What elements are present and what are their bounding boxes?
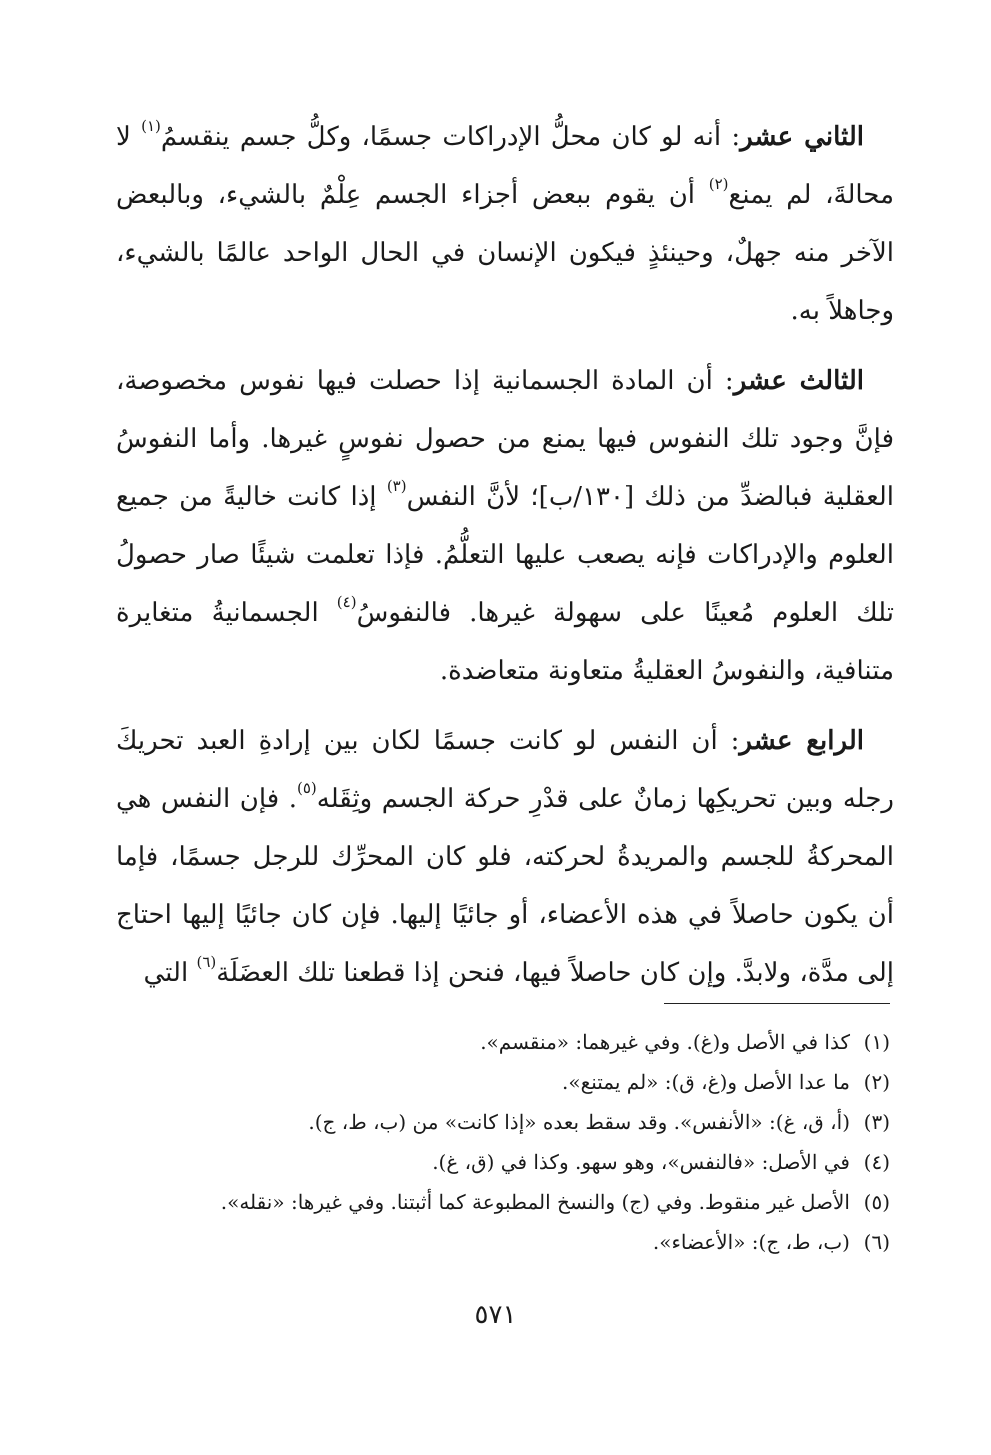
footnote-ref: (٦) [196,953,217,971]
footnote-separator [664,1003,890,1004]
footnote-item [100,1142,890,1182]
footnote-ref: (١) [141,117,161,135]
paragraph-text: . فإن النفس هي المحركةُ للجسم والمريدةُ لحركته، فلو كان المحرِّك للرجل جسمًا، فإما أن يكون حاصلاً في هذه الأعضاء، أو جائيًا إليها. فإن كان جائيًا إليها احتاج إلى مدَّة، ولابدَّ. وإن كان حاصلاً فيها، فنحن إذا قطعنا تلك العضَلَة [116,784,894,988]
paragraph-text: : أنه لو كان محلُّ الإدراكات جسمًا، وكلُّ جسم ينقسمُ [160,122,741,152]
footnote-number: (٣) [863,1110,890,1134]
footnote-item [100,1182,890,1222]
paragraph-text: إذا كانت خاليةً من جميع العلوم والإدراكات فإنه يصعب عليها التعلُّمُ. فإذا تعلمت شيئًا صار حصولُ تلك العلوم مُعينًا على سهولة غيرها. فالنفوسُ [116,482,894,628]
footnote-text: في الأصل: «فالنفس»، وهو سهو. وكذا في (ق، غ). [432,1150,850,1174]
paragraph-text: أن يقوم ببعض أجزاء الجسم عِلْمٌ بالشيء، وبالبعض الآخر منه جهلٌ، وحينئذٍ فيكون الإنسان في الحال الواحد عالمًا بالشيء، وجاهلاً به. [116,180,894,326]
footnote-number: (٤) [863,1150,890,1174]
footnote-ref: (٥) [296,779,317,797]
footnote-text: (أ، ق، غ): «الأنفس». وقد سقط بعده «إذا كانت» من (ب، ط، ج). [308,1110,850,1134]
footnote-text: (ب، ط، ج): «الأعضاء». [652,1230,850,1254]
paragraph-heading: الثالث عشر [733,366,864,396]
footnotes [100,1022,890,1262]
footnote-ref: (٣) [386,477,407,495]
paragraph-heading: الرابع عشر [739,726,864,756]
paragraph-12 [116,108,894,340]
paragraph-text: الجسمانيةُ متغايرة متنافية، والنفوسُ العقليةُ متعاونة متعاضدة. [116,598,894,686]
paragraph-heading: الثاني عشر [740,122,864,152]
footnote-text: ما عدا الأصل و(غ، ق): «لم يمتنع». [561,1070,850,1094]
footnote-number: (١) [863,1030,890,1054]
footnote-item [100,1062,890,1102]
footnote-ref: (٢) [708,175,729,193]
footnote-text: الأصل غير منقوط. وفي (ج) والنسخ المطبوعة كما أثبتنا. وفي غيرها: «نقله». [220,1190,850,1214]
footnote-item [100,1222,890,1262]
footnote-text: كذا في الأصل و(غ). وفي غيرهما: «منقسم». [480,1030,850,1054]
footnote-item [100,1022,890,1062]
paragraph-text: لا محالةَ، لم يمنع [116,122,895,210]
page-number: ٥٧١ [474,1300,517,1330]
footnote-ref: (٤) [336,593,357,611]
footnote-number: (٢) [863,1070,890,1094]
paragraph-text: التي [143,958,197,988]
paragraph-text: : أن النفس لو كانت جسمًا لكان بين إرادةِ العبد تحريكَ رجله وبين تحريكِها زمانٌ على قدْرِ حركة الجسم وثِقَله [116,726,894,814]
main-text [116,108,894,1014]
footnote-item [100,1102,890,1142]
paragraph-14 [116,712,894,1002]
footnote-number: (٦) [863,1230,890,1254]
footnote-number: (٥) [863,1190,890,1214]
paragraph-text: : أن المادة الجسمانية إذا حصلت فيها نفوس مخصوصة، فإنَّ وجود تلك النفوس فيها يمنع من حصول نفوسٍ غيرها. وأما النفوسُ العقلية فبالضدِّ من ذلك [١٣٠/ب]؛ لأنَّ النفس [116,366,894,512]
paragraph-13 [116,352,894,700]
